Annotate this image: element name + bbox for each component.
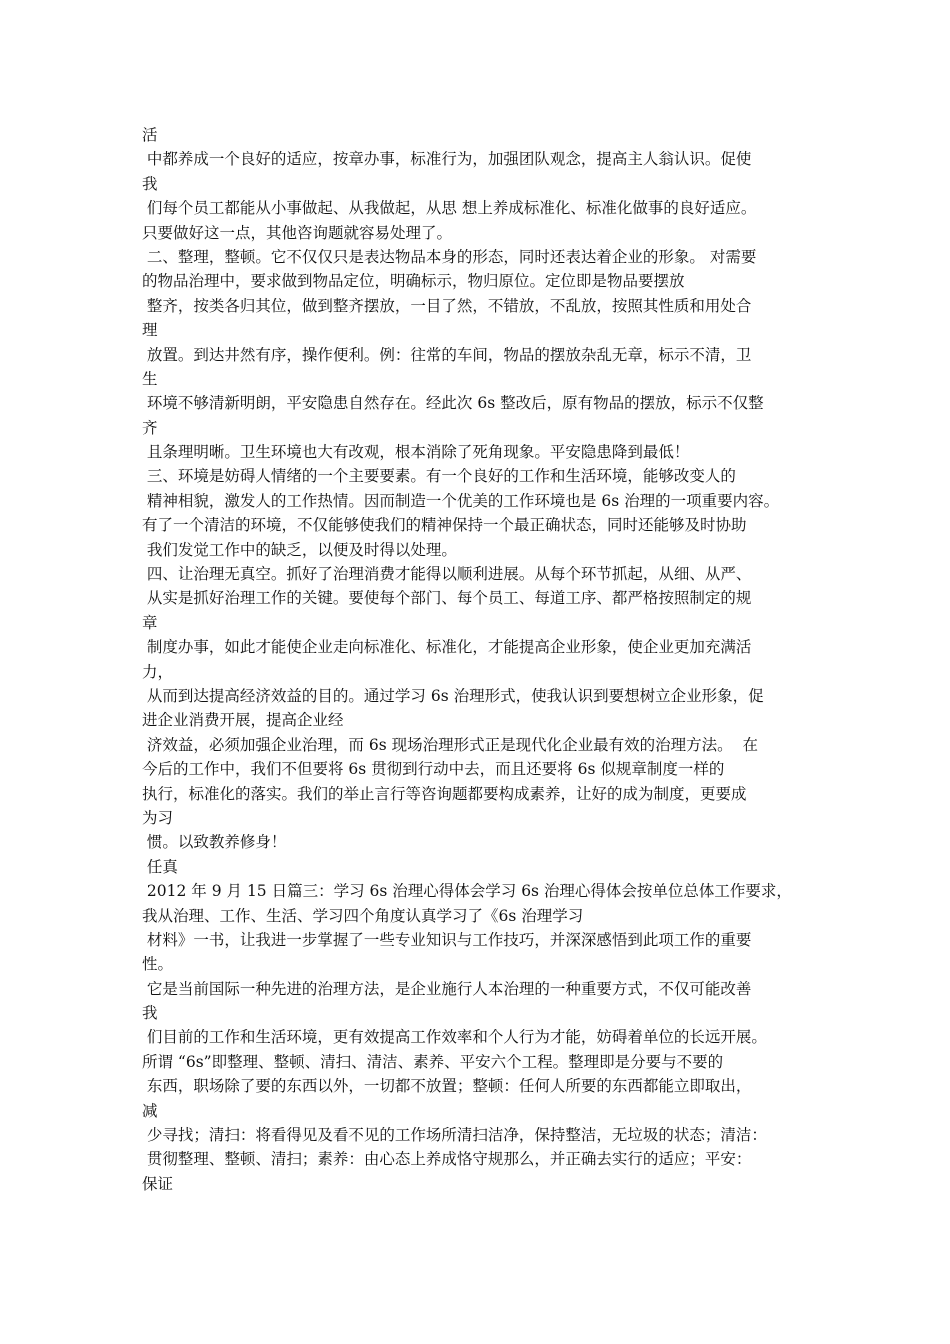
- text-line: 环境不够清新明朗，平安隐患自然存在。经此次 6s 整改后，原有物品的摆放，标示不仅整: [142, 394, 764, 413]
- text-line: 今后的工作中，我们不但要将 6s 贯彻到行动中去，而且还要将 6s 似规章制度一样的: [142, 760, 725, 779]
- text-line: 惯。以致教养修身！: [142, 833, 287, 852]
- text-line: 从实是抓好治理工作的关键。要使每个部门、每个员工、每道工序、都严格按照制定的规: [142, 589, 752, 608]
- text-line: 济效益，必须加强企业治理，而 6s 现场治理形式正是现代化企业最有效的治理方法。 在: [142, 735, 758, 754]
- text-line: 四、让治理无真空。抓好了治理消费才能得以顺利进展。从每个环节抓起，从细、从严、: [142, 565, 752, 584]
- text-line: 为习: [142, 808, 174, 827]
- text-line: 有了一个清洁的环境，不仅能够使我们的精神保持一个最正确状态，同时还能够及时协助: [142, 516, 747, 535]
- text-line: 任真: [142, 857, 178, 876]
- text-line: 整齐，按类各归其位，做到整齐摆放，一目了然，不错放，不乱放，按照其性质和用处合: [142, 296, 752, 315]
- text-line: 放置。到达井然有序，操作便利。例：往常的车间，物品的摆放杂乱无章，标示不清，卫: [142, 345, 752, 364]
- text-line: 活: [142, 126, 158, 144]
- text-line: 们每个员工都能从小事做起、从我做起，从思 想上养成标准化、标准化做事的良好适应。: [142, 199, 757, 218]
- text-line: 执行，标准化的落实。我们的举止言行等咨询题都要构成素养，让好的成为制度，更要成: [142, 784, 747, 803]
- text-line: 少寻找；清扫：将看得见及看不见的工作场所清扫洁净，保持整洁，无垃圾的状态；清洁：: [142, 1126, 767, 1145]
- text-line: 所谓 “6s”即整理、整顿、清扫、清洁、素养、平安六个工程。整理即是分要与不要的: [142, 1052, 724, 1071]
- text-line: 三、环境是妨碍人情绪的一个主要要素。有一个良好的工作和生活环境，能够改变人的: [142, 467, 736, 486]
- text-line: 我: [142, 1004, 158, 1023]
- text-line: 章: [142, 613, 158, 632]
- text-line: 我: [142, 174, 158, 193]
- text-line: 的物品治理中，要求做到物品定位，明确标示，物归原位。定位即是物品要摆放: [142, 272, 685, 291]
- text-line: 它是当前国际一种先进的治理方法，是企业施行人本治理的一种重要方式，不仅可能改善: [142, 979, 752, 998]
- text-line: 制度办事，如此才能使企业走向标准化、标准化，才能提高企业形象，使企业更加充满活: [142, 638, 752, 657]
- text-line: 我从治理、工作、生活、学习四个角度认真学习了《6s 治理学习: [142, 906, 584, 925]
- text-line: 我们发觉工作中的缺乏，以便及时得以处理。: [142, 540, 457, 559]
- text-line: 东西，职场除了要的东西以外，一切都不放置；整顿：任何人所要的东西都能立即取出，: [142, 1077, 752, 1096]
- text-line: 力，: [142, 662, 174, 681]
- text-line: 二、整理，整顿。它不仅仅只是表达物品本身的形态，同时还表达着企业的形象。 对需要: [142, 247, 757, 266]
- text-line: 且条理明晰。卫生环境也大有改观，根本消除了死角现象。平安隐患降到最低！: [142, 443, 690, 462]
- text-line: 2012 年 9 月 15 日篇三：学习 6s 治理心得体会学习 6s 治理心得体会按单位总体工作要求，: [142, 882, 792, 901]
- text-line: 材料》一书，让我进一步掌握了一些专业知识与工作技巧，并深深感悟到此项工作的重要: [142, 930, 752, 949]
- text-line: 从而到达提高经济效益的目的。通过学习 6s 治理形式，使我认识到要想树立企业形象，促: [142, 686, 764, 705]
- text-line: 生: [142, 369, 158, 388]
- body-text: [142, 123, 842, 1196]
- text-line: 保证: [142, 1174, 174, 1193]
- text-line: 中都养成一个良好的适应，按章办事，标准行为，加强团队观念，提高主人翁认识。促使: [142, 150, 752, 169]
- text-line: 齐: [142, 418, 158, 437]
- text-line: 只要做好这一点，其他咨询题就容易处理了。: [142, 223, 453, 242]
- text-line: 理: [142, 321, 158, 340]
- text-line: 减: [142, 1101, 158, 1120]
- text-line: 贯彻整理、整顿、清扫；素养：由心态上养成恪守规那么，并正确去实行的适应；平安：: [142, 1150, 752, 1169]
- text-line: 精神相貌，激发人的工作热情。因而制造一个优美的工作环境也是 6s 治理的一项重要内容。: [142, 491, 780, 510]
- text-line: 性。: [142, 955, 174, 974]
- text-line: 进企业消费开展，提高企业经: [142, 711, 344, 730]
- text-line: 们目前的工作和生活环境，更有效提高工作效率和个人行为才能，妨碍着单位的长远开展。: [142, 1028, 767, 1047]
